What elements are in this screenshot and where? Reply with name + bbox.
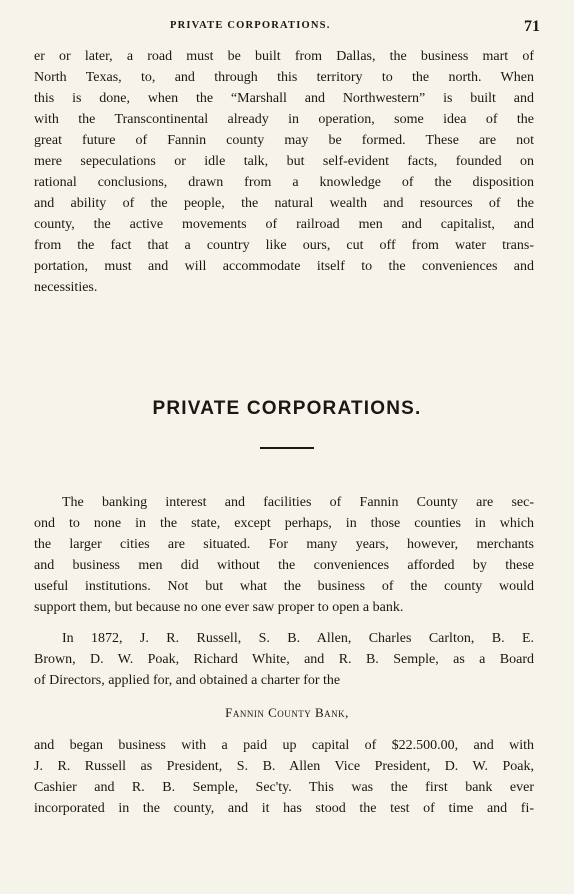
text-line: great future of Fannin county may be formed. These are not [34,133,534,148]
text-line: Cashier and R. B. Semple, Sec'ty. This was the first bank ever [34,780,534,795]
text-line: North Texas, to, and through this territory to the north. When [34,70,534,85]
text-line: from the fact that a country like ours, cut off from water trans- [34,238,534,253]
heading-rule [260,447,314,449]
text-line: Brown, D. W. Poak, Richard White, and R. B. Semple, as a Board [34,652,534,667]
paragraph-railroad [34,46,534,298]
section-heading: PRIVATE CORPORATIONS. [152,398,422,419]
text-line: J. R. Russell as President, S. B. Allen Vice President, D. W. Poak, [34,759,534,774]
text-line: support them, but because no one ever saw proper to open a bank. [34,600,404,615]
text-line: and ability of the people, the natural wealth and resources of the [34,196,534,211]
text-line: the larger cities are situated. For many years, however, merchants [34,537,534,552]
bank-name: Fannin County Bank, [225,705,349,720]
text-line: this is done, when the “Marshall and Northwestern” is built and [34,91,534,106]
text-line: portation, must and will accommodate itself to the conveniences and [34,259,534,274]
text-line: necessities. [34,280,98,295]
text-line: and business men did without the conveniences afforded by these [34,558,534,573]
text-line: useful institutions. Not but what the business of the county would [34,579,534,594]
text-line: The banking interest and facilities of Fannin County are sec- [62,495,534,510]
text-line: county, the active movements of railroad men and capitalist, and [34,217,534,232]
running-head: PRIVATE CORPORATIONS. [170,20,331,31]
text-line: rational conclusions, drawn from a knowledge of the disposition [34,175,534,190]
text-line: incorporated in the county, and it has stood the test of time and fi- [34,801,534,816]
text-line: with the Transcontinental already in operation, some idea of the [34,112,534,127]
text-line: ond to none in the state, except perhaps, in those counties in which [34,516,534,531]
page-number: 71 [524,18,540,35]
text-line: mere sepeculations or idle talk, but self-evident facts, founded on [34,154,534,169]
paragraph-capital [34,735,534,819]
paragraph-banking [34,492,534,618]
text-line: er or later, a road must be built from Dallas, the business mart of [34,49,534,64]
paragraph-charter [34,628,534,691]
text-line: of Directors, applied for, and obtained a charter for the [34,673,341,688]
text-line: In 1872, J. R. Russell, S. B. Allen, Charles Carlton, B. E. [62,631,534,646]
text-line: and began business with a paid up capital of $22.500.00, and with [34,738,534,753]
